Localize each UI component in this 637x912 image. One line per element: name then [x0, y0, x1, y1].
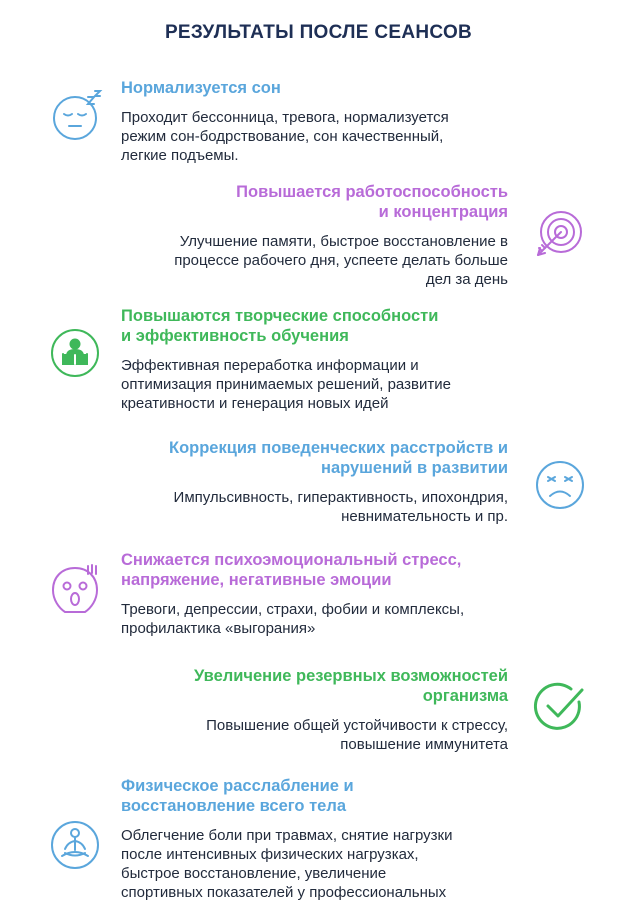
item-stress [121, 550, 601, 638]
item-text: Тревоги, депрессии, страхи, фобии и комплексы, профилактика «выгорания» [121, 601, 465, 637]
item-heading: Увеличение резервных возможностей организма [194, 667, 508, 705]
item-text: Импульсивность, гиперактивность, ипохондрия, невнимательность и пр. [173, 489, 508, 525]
meditation-icon [48, 818, 102, 872]
item-heading: Нормализуется сон [121, 79, 281, 97]
target-arrow-icon [532, 207, 586, 261]
item-reserves [100, 666, 508, 754]
item-text: Эффективная переработка информации и оптимизация принимаемых решений, развитие креативности и генерация новых идей [121, 357, 451, 412]
item-behavior [100, 438, 508, 526]
item-heading: Физическое расслабление и восстановление всего тела [121, 777, 354, 815]
page-title: РЕЗУЛЬТАТЫ ПОСЛЕ СЕАНСОВ [164, 22, 473, 43]
item-text: Облегчение боли при травмах, снятие нагрузки после интенсивных физических нагрузках, быстрое восстановление, увеличение спортивных показателей у профессиональных [121, 827, 453, 901]
checkmark-icon [533, 680, 587, 734]
sleeping-face-icon [50, 88, 104, 142]
item-performance [100, 182, 508, 289]
student-book-icon [48, 326, 102, 380]
item-text: Улучшение памяти, быстрое восстановление в процессе рабочего дня, успеете делать больше дел за день [174, 233, 508, 288]
item-heading: Коррекция поведенческих расстройств и нарушений в развитии [169, 439, 508, 477]
item-text: Повышение общей устойчивости к стрессу, повышение иммунитета [206, 717, 508, 753]
item-text: Проходит бессонница, тревога, нормализуется режим сон-бодрствование, сон качественный, легкие подъемы. [121, 109, 449, 164]
sad-face-icon [533, 458, 587, 512]
item-heading: Снижается психоэмоциональный стресс, напряжение, негативные эмоции [121, 551, 462, 589]
item-sleep [121, 78, 591, 165]
item-creativity [121, 306, 601, 413]
item-heading: Повышается работоспособность и концентрация [236, 183, 508, 221]
item-relaxation [121, 776, 601, 902]
screaming-face-icon [48, 562, 102, 616]
item-heading: Повышаются творческие способности и эффективность обучения [121, 307, 439, 345]
